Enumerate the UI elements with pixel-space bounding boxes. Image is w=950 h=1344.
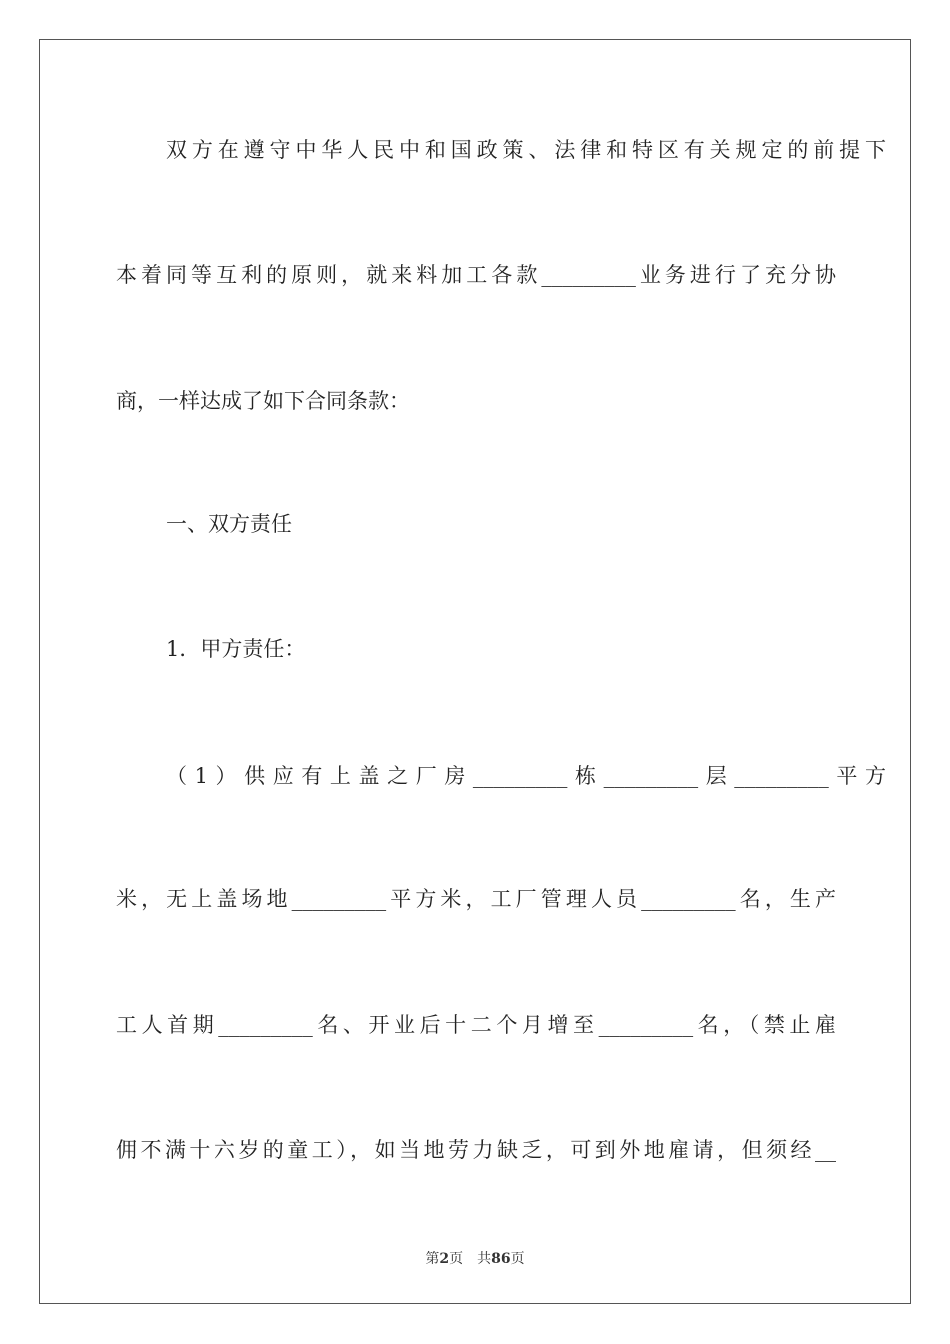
paragraph-line: 米，无上盖场地_________平方米，工厂管理人员_________名，生产 <box>116 887 836 911</box>
page-number: 2 <box>439 1251 450 1267</box>
subsection-heading: 1．甲方责任： <box>166 637 306 661</box>
paragraph-line: （1）供应有上盖之厂房_________栋_________层_________平方 <box>166 764 886 788</box>
paragraph-line: 工人首期_________名、开业后十二个月增至_________名，（禁止雇 <box>116 1013 836 1037</box>
page-suffix: 页 <box>449 1251 464 1267</box>
section-heading: 一、双方责任 <box>166 512 292 536</box>
paragraph-line: 佣不满十六岁的童工），如当地劳力缺乏，可到外地雇请，但须经__ <box>116 1138 836 1162</box>
page-footer <box>0 1248 950 1268</box>
total-prefix: 共 <box>477 1251 492 1267</box>
total-suffix: 页 <box>510 1251 525 1267</box>
paragraph-line: 商，一样达成了如下合同条款： <box>116 389 410 413</box>
total-pages: 86 <box>491 1251 511 1267</box>
paragraph-line: 本着同等互利的原则，就来料加工各款_________业务进行了充分协 <box>116 263 836 287</box>
page-border <box>39 39 911 1304</box>
page-prefix: 第 <box>425 1251 440 1267</box>
paragraph-line: 双方在遵守中华人民中和国政策、法律和特区有关规定的前提下 <box>166 138 886 162</box>
